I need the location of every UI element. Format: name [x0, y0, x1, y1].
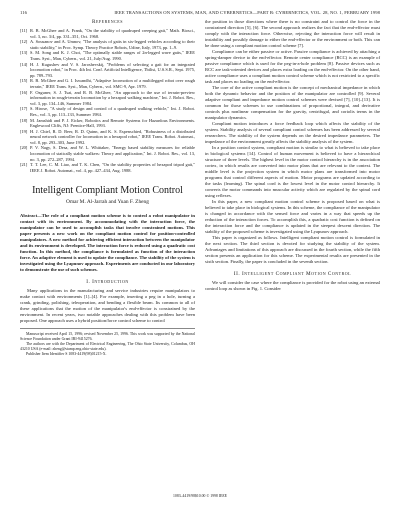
reference-number: [20] [20, 145, 28, 151]
reference-item [20, 28, 195, 39]
reference-item [20, 145, 195, 162]
reference-text: M. Jamshidi and P. J. Eicker, Robotics and Remote Systems for Hazardous Environments. Englewood Cliffs, NJ: Prentice-Hall, 1993. [30, 117, 195, 129]
page-header [20, 10, 380, 19]
section2-heading: II. Intelligent Compliant Motion Control [233, 271, 352, 277]
paper-authors: Omar M. Al-Jarrah and Yuan F. Zheng [66, 199, 149, 206]
reference-number: [16] [20, 89, 28, 95]
reference-text: H. J. Kugushev and V. S. Jaroshevskij, "Problems of selecting a gait for an integrated locomotion robot," in Proc. 4th Int. Conf. Artificial Intelligence, Tbilisi, U.S.S.R., Sept. 1975, pp. 789–793. [30, 61, 195, 78]
right-column [205, 19, 380, 357]
reference-number: [19] [20, 128, 28, 134]
reference-text: F. Ozguner, S. J. Tsai, and R. B. McGhee, "An approach to the use of terrain-preview information in rough-terrain locomotion by a hexapod walking machine," Int. J. Robot. Res., vol. 3, pp. 134–146, Summer 1984. [30, 89, 195, 106]
reference-number: [21] [20, 162, 28, 168]
references-heading: References [92, 19, 123, 25]
body-paragraph: the position in those directions where there is no constraint and to control the force in the constrained direction [5], [6]. The second approach realizes the fact that the end-effector must comply with the interaction force. Otherwise, rejecting the interaction force will result in instability and possibly damage to either the end-effector or the environment or both. This can be done using a compliant motion control scheme [7]. [205, 19, 380, 48]
reference-text: A. Sousanov and A. Umnov, "The analysis of gaits in six-legged vehicles according to their static stability," in Proc. Symp. Theory Practice Robots, Udine, Italy, 1973, pp. 1–9. [30, 39, 195, 50]
reference-item [20, 162, 195, 173]
copyright-footer: 1083–4419/98$10.00 © 1998 IEEE [173, 494, 227, 498]
reference-text: S. M. Song and K. J. Choi, "The optimally stable ranges of 2n-legged wave gaits," IEEE Trans. Syst., Man, Cybern., vol. 21, July/Aug. 1990. [30, 50, 195, 61]
two-column-layout [20, 19, 380, 357]
reference-text: T. T. Lee, C. M. Liao, and T. K. Chen, "On the stability properties of hexapod tripod gait," IEEE J. Robot. Automat., vol. 4, pp. 427–434, Aug. 1988. [30, 162, 195, 173]
journal-name: IEEE TRANSACTIONS ON SYSTEMS, MAN, AND CYBERNETICS—PART B: CYBERNETICS, VOL. 28, NO. 1, FEBRUARY 1998 [114, 10, 380, 15]
reference-text: P. V. Nagy, S. Desa, and W. L. Whittaker, "Energy based stability measures for reliable locomotion of statically stable walkers: Theory and application," Int. J. Robot. Res., vol. 13, no. 3, pp. 272–287, 1994. [30, 145, 195, 162]
body-paragraph: Compliant motion introduces a force feedback loop which affects the stability of the system. Stability analysis of several compliant control schemes has been addressed by several researchers. The stability of the system depends on the desired impedance parameters. The impedance of the environment greatly affects the stability analysis of the system. [205, 121, 380, 144]
reference-number: [12] [20, 39, 28, 45]
footnote [20, 328, 195, 357]
body-paragraph: This paper is organized as follows. Intelligent compliant motion control is formulated in the next section. The third section is devoted for studying the stability of the system. Advantages and limitations of this approach are discussed in the fourth section, while the fifth section presents an application for this scheme. The experimental results are presented in the sixth section. Finally, the paper is concluded in the seventh section. [205, 235, 380, 264]
abstract: Abstract—The role of a compliant motion scheme is to control a robot manipulator in contact with its environment. By accommodating with the interaction force, the manipulator can be used to accomplish tasks that involve constrained motions. This paper presents a new work on the compliant motion control for position-controlled manipulators. A new method for achieving efficient interaction between the manipulator and its environment is developed. The interaction force is reduced using a quadratic cost function. In this method, the compliance is formulated as function of the interaction force. An adaptive element is used to update the compliance. The stability of the system is investigated using the Lyapunov approach. Experiments are conducted in our laboratory to demonstrate the use of such schemes. [20, 213, 195, 273]
body-paragraph: In this paper, a new compliant motion control scheme is proposed based on what is believed to take place in biological systems. In this scheme, the compliance of the manipulator is changed in accordance with the sensed force and varies in a way that speeds up the reduction of the interaction forces. To accomplish this, a quadratic cost function is defined on the interaction force and the compliance is updated in the steepest descent direction. The stability of the proposed scheme is investigated using the Lyapunov approach. [205, 199, 380, 234]
reference-text: R. B. McGhee and G. I. Iswandhi, "Adaptive locomotion of a multilegged robot over rough terrain," IEEE Trans. Syst., Man, Cybern., vol. SMC-9, Apr. 1979. [30, 78, 195, 89]
page-number: 116 [20, 10, 28, 15]
reference-number: [11] [20, 28, 28, 33]
reference-item [20, 62, 195, 79]
footnote-line: The authors are with the Department of Electrical Engineering, The Ohio State University, Columbus, OH 43210 USA (e-mail: zheng@stamp.eng.ohio-state.edu). [20, 342, 195, 352]
references-list [20, 28, 195, 173]
reference-number: [13] [20, 50, 28, 56]
reference-item [20, 106, 195, 117]
section2-paragraph: We will consider the case where the compliance is provided for the robot using an external control loop as shown in Fig. 1. Consider [205, 280, 380, 291]
reference-item [20, 90, 195, 107]
reference-text: S. Hirose, "A study of design and control of a quadruped walking vehicle," Int. J. Robot. Res., vol. 3, pp. 113–133, Summer 1984. [30, 106, 195, 117]
reference-number: [14] [20, 61, 28, 67]
footnote-line: Publisher Item Identifier S 1083-4419(98)01215-X. [26, 352, 107, 357]
reference-item [20, 129, 195, 146]
reference-text: R. B. McGhee and A. Frank, "On the stability of quadruped creeping gait," Math. Biosci., vol. 3, no. 3/4, pp. 331–351, Oct. 1968. [30, 28, 195, 39]
reference-item [20, 118, 195, 129]
left-column [20, 19, 195, 357]
reference-number: [17] [20, 106, 28, 112]
reference-number: [18] [20, 117, 28, 123]
intro-paragraph: Many applications in the manufacturing and service industries require manipulators to make contact with environments [1]–[4]. For example, inserting a peg in a hole, turning a crank, grinding, polishing, teleoperation, and bending a flexible beam. Its common to all of these applications that the motion of the manipulator's end-effector is constrained by the environment. In recent years, two notable approaches dealing with this problem have been proposed. One approach uses a hybrid position/force control scheme to control [20, 288, 195, 324]
reference-text: H. J. Chiel, R. D. Beer, R. D. Quinn, and K. S. Espenschied, "Robustness of a distributed neural network controller for locomotion in a hexapod robot," IEEE Trans. Robot. Automat., vol. 8, pp. 293–303, June 1992. [30, 128, 195, 145]
body-paragraph: Compliance can be either passive or active. Passive compliance is achieved by attaching a spring-damper device to the end-effector. Remote center compliance (RCC) is an example of passive compliance which is used for the peg-in-a-hole problem [8]. Passive devices such as RCC are task-oriented devices and places extra loading on the end-effector. On the other hand, active compliance uses a compliant motion control scheme which is not restricted to a specific task and places no loading on the end-effector. [205, 49, 380, 84]
reference-item [20, 39, 195, 50]
body-paragraph: The core of the active compliant motion is the concept of mechanical impedance in which both the dynamic behavior and the position of the manipulator are controlled [9]. Several adaptive compliant and impedance motion control schemes were devised [7], [10]–[13]. It is common for those schemes to use combinations of proportional, integral, and derivative controls plus nonlinear compensation for the gravity, centrifugal, and coriolis terms in the manipulator dynamics. [205, 85, 380, 120]
footnote-line: Manuscript received April 15, 1996; revised November 25, 1996. This work was supported by the National Science Foundation under Grant IRI-9415276. [20, 332, 195, 342]
reference-number: [15] [20, 78, 28, 84]
intro-heading: I. Introduction [86, 279, 129, 286]
paper-title: Intelligent Compliant Motion Control [32, 185, 183, 197]
reference-item [20, 78, 195, 89]
body-paragraph: In a position control system, compliant motion is similar to what is believed to take place in biological systems [14]. Control of human movement is believed to have a hierarchical structure of three levels. The highest level in the motor control hierarchy is in the association cortex, in which results are converted into motor plans that are relevant to the context. The middle level is the projection system in which motor plans are transformed into motor programs that control different aspects of motion. Motor programs are updated according to the tasks (learning). The spinal cord is the lowest level in the motor control hierarchy. It converts the motor commands into muscular activity which are regulated by the spinal cord using reflexes. [205, 145, 380, 198]
reference-item [20, 50, 195, 61]
